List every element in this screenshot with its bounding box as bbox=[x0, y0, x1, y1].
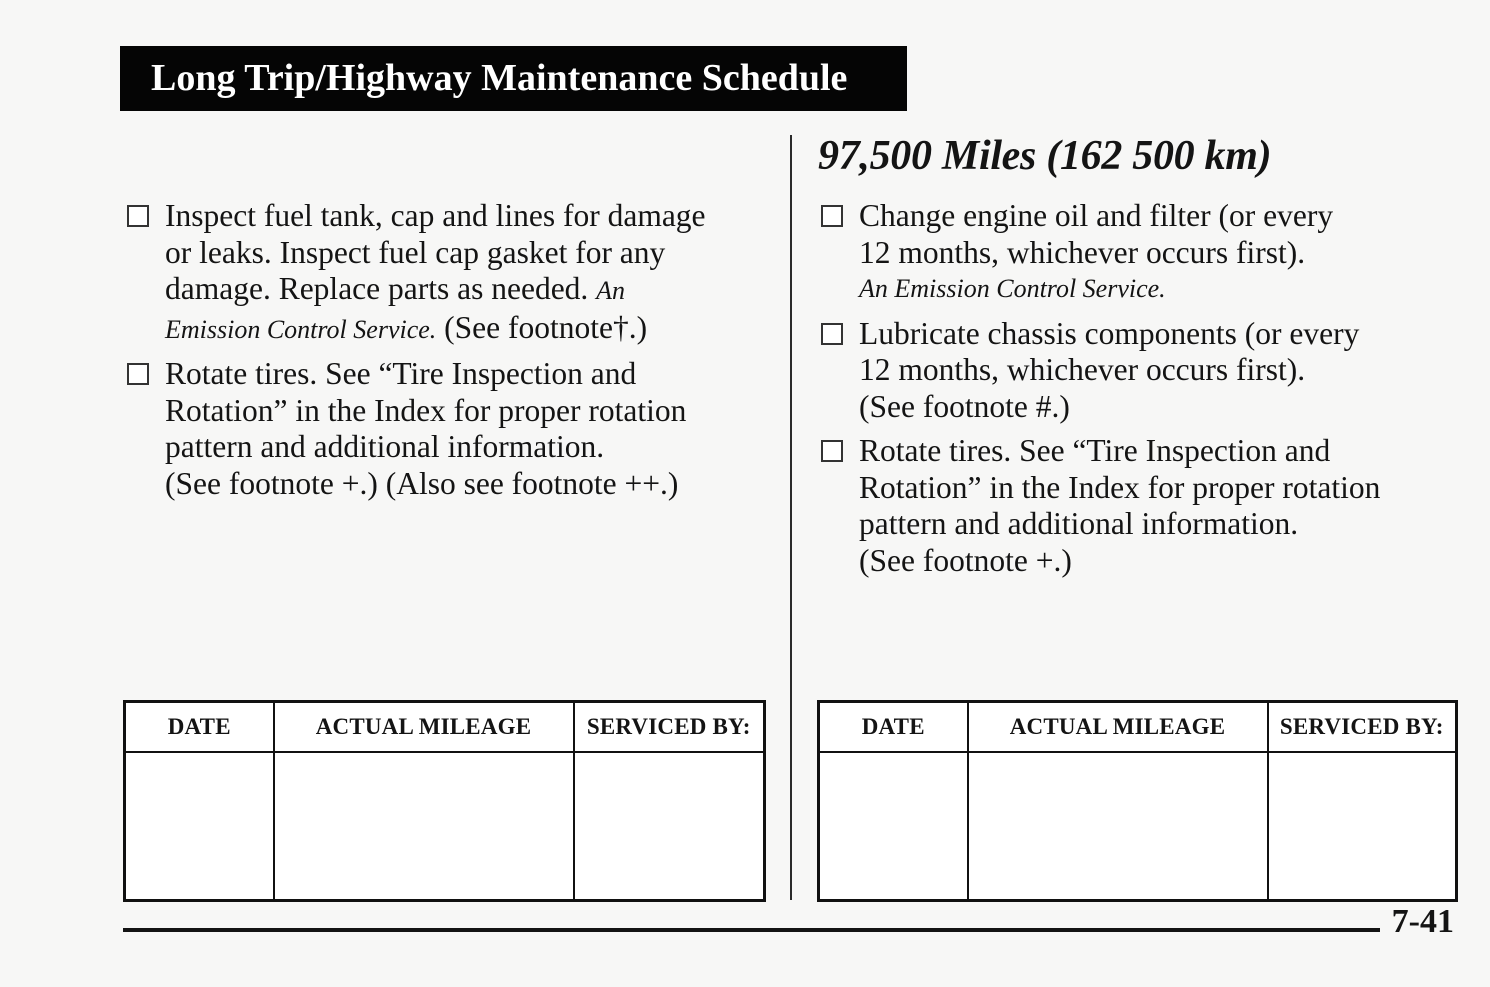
emission-note: Emission Control Service. bbox=[165, 314, 437, 344]
item-text-line: or leaks. Inspect fuel cap gasket for any bbox=[165, 234, 666, 270]
date-cell[interactable] bbox=[819, 752, 968, 901]
checkbox-inspect-fuel[interactable] bbox=[127, 205, 149, 227]
header-serviced-by: SERVICED BY: bbox=[574, 702, 765, 753]
page-title: Long Trip/Highway Maintenance Schedule bbox=[120, 46, 907, 111]
table-row bbox=[125, 752, 765, 901]
item-text-line: pattern and additional information. bbox=[165, 429, 605, 464]
item-text: damage. Replace parts as needed. bbox=[165, 271, 589, 306]
checklist-item-inspect-fuel bbox=[127, 198, 767, 348]
item-text-line: Inspect fuel tank, cap and lines for damage bbox=[165, 198, 706, 233]
serviced-by-cell[interactable] bbox=[1268, 752, 1457, 901]
actual-mileage-cell[interactable] bbox=[968, 752, 1268, 901]
header-date: DATE bbox=[125, 702, 274, 753]
checklist-item-change-oil bbox=[821, 198, 1461, 308]
checkbox-lubricate-chassis[interactable] bbox=[821, 323, 843, 345]
item-text-line: 12 months, whichever occurs first). bbox=[859, 352, 1306, 387]
mileage-heading: 97,500 Miles (162 500 km) bbox=[818, 133, 1272, 179]
checklist-item-rotate-tires bbox=[127, 356, 767, 502]
item-text-line: (See footnote +.) bbox=[859, 542, 1072, 578]
footer-rule bbox=[123, 928, 1380, 932]
right-column bbox=[821, 198, 1461, 587]
item-text-line: Rotate tires. See “Tire Inspection and bbox=[859, 433, 1331, 468]
emission-note: An bbox=[596, 276, 626, 305]
table-header-row bbox=[819, 702, 1457, 753]
actual-mileage-cell[interactable] bbox=[274, 752, 574, 901]
emission-note: An Emission Control Service. bbox=[859, 274, 1166, 303]
page-number: 7-41 bbox=[1391, 903, 1454, 940]
item-text-line bbox=[165, 271, 767, 310]
checkbox-change-oil[interactable] bbox=[821, 205, 843, 227]
item-text-line: Change engine oil and filter (or every bbox=[859, 198, 1334, 233]
checklist-item-rotate-tires-right bbox=[821, 433, 1461, 579]
checklist-item-lubricate-chassis bbox=[821, 316, 1461, 426]
header-serviced-by: SERVICED BY: bbox=[1268, 702, 1457, 753]
item-text-line: (See footnote #.) bbox=[859, 388, 1070, 424]
item-text-line: (See footnote +.) (Also see footnote ++.) bbox=[165, 465, 679, 501]
left-column bbox=[127, 198, 767, 510]
item-text-line: Rotate tires. See “Tire Inspection and bbox=[165, 356, 637, 391]
service-log-table-right bbox=[817, 700, 1458, 902]
header-actual-mileage: ACTUAL MILEAGE bbox=[968, 702, 1268, 753]
item-text-line: pattern and additional information. bbox=[859, 506, 1299, 541]
header-date: DATE bbox=[819, 702, 968, 753]
item-text-line: Lubricate chassis components (or every bbox=[859, 315, 1360, 351]
item-text-line: 12 months, whichever occurs first). bbox=[859, 234, 1306, 270]
item-text-line bbox=[165, 310, 767, 349]
date-cell[interactable] bbox=[125, 752, 274, 901]
checkbox-rotate-tires-right[interactable] bbox=[821, 440, 843, 462]
column-divider bbox=[790, 135, 792, 900]
table-header-row bbox=[125, 702, 765, 753]
service-log-table-left bbox=[123, 700, 766, 902]
item-text-line: Rotation” in the Index for proper rotation bbox=[165, 392, 687, 428]
table-row bbox=[819, 752, 1457, 901]
item-text-line: Rotation” in the Index for proper rotation bbox=[859, 469, 1381, 505]
footnote-ref: (See footnote†.) bbox=[444, 309, 648, 345]
serviced-by-cell[interactable] bbox=[574, 752, 765, 901]
header-actual-mileage: ACTUAL MILEAGE bbox=[274, 702, 574, 753]
checkbox-rotate-tires[interactable] bbox=[127, 363, 149, 385]
